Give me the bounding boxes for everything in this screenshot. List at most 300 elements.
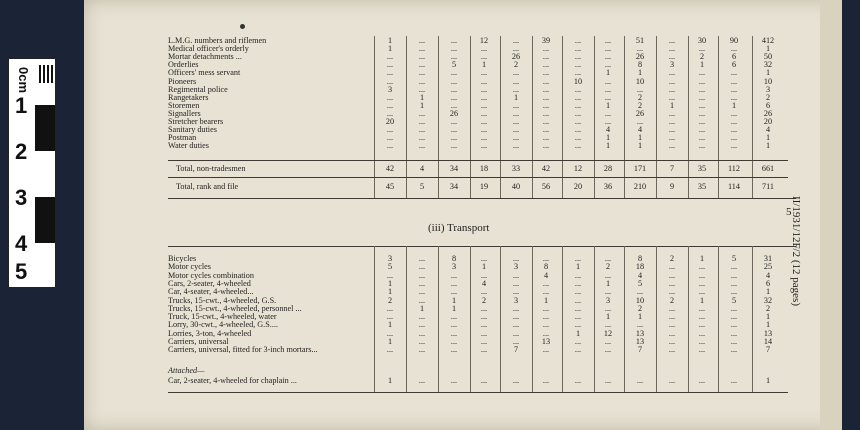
table-cell: 711 [762, 182, 774, 191]
table-cell: ... [604, 303, 612, 313]
table-cell: 1 [605, 100, 611, 110]
table-cell: 10 [763, 76, 773, 86]
table-cell: ... [480, 68, 488, 78]
table-cell: ... [542, 108, 550, 118]
table-cell: 112 [728, 164, 740, 173]
table-cell: ... [542, 92, 550, 102]
table-cell: ... [574, 60, 582, 70]
table-cell: ... [512, 108, 520, 118]
table-cell: ... [542, 254, 550, 263]
row-label: Mortar detachments ... [168, 52, 242, 62]
table-cell: 2 [481, 295, 487, 305]
table-cell: 18 [479, 164, 489, 173]
section-title: (iii) Transport [428, 222, 490, 234]
table-cell: ... [450, 345, 458, 355]
table-cell: 5 [419, 182, 425, 191]
table-cell: 1 [637, 68, 643, 78]
table-cell: ... [418, 44, 426, 54]
table-cell: ... [730, 303, 738, 313]
table-cell: ... [636, 44, 644, 54]
table-cell: 3 [669, 60, 675, 70]
table-cell: 7 [513, 345, 519, 355]
table-cell: ... [668, 52, 676, 62]
table-cell: 1 [481, 262, 487, 272]
table-cell: 1 [637, 133, 643, 143]
table-cell: 1 [387, 337, 393, 346]
table-cell: 1 [765, 312, 771, 322]
table-cell: ... [418, 262, 426, 272]
table-cell: 7 [669, 164, 675, 173]
column-rule [688, 246, 689, 392]
table-cell: 1 [387, 36, 393, 45]
row-rule [168, 392, 788, 393]
table-cell: 4 [765, 125, 771, 135]
table-cell: 1 [387, 376, 393, 385]
table-cell: ... [604, 270, 612, 280]
table-cell: ... [698, 328, 706, 338]
table-cell: ... [604, 117, 612, 126]
table-cell: ... [574, 44, 582, 54]
row-label: Car, 4-seater, 4-wheeled... [168, 287, 254, 297]
table-cell: ... [480, 303, 488, 313]
table-cell: 1 [699, 60, 705, 70]
table-cell: 1 [605, 68, 611, 78]
table-cell: ... [730, 92, 738, 102]
table-cell: 3 [605, 295, 611, 305]
table-cell: ... [574, 254, 582, 263]
table-cell: ... [574, 376, 582, 385]
column-rule [438, 246, 439, 392]
table-cell: ... [480, 328, 488, 338]
row-label: Pioneers [168, 76, 197, 86]
table-cell: ... [668, 337, 676, 346]
table-cell: 4 [481, 278, 487, 288]
table-cell: ... [480, 84, 488, 94]
table-cell: 1 [481, 60, 487, 70]
table-cell: 7 [765, 345, 771, 355]
table-cell: ... [730, 133, 738, 143]
table-cell: ... [730, 76, 738, 86]
column-rule [374, 246, 375, 392]
table-cell: ... [698, 100, 706, 110]
table-cell: 90 [729, 36, 739, 45]
scale-bar [8, 58, 56, 288]
table-cell: 1 [699, 254, 705, 263]
row-rule [168, 160, 788, 161]
column-rule [374, 36, 375, 198]
row-label: Sanitary duties [168, 125, 217, 135]
table-cell: ... [418, 84, 426, 94]
table-cell: ... [698, 108, 706, 118]
table-cell: 8 [637, 60, 643, 70]
row-label: Total, rank and file [176, 182, 239, 191]
row-label: Medical officer's orderly [168, 44, 249, 54]
table-cell: ... [480, 376, 488, 385]
table-cell: 26 [635, 108, 645, 118]
table-cell: ... [542, 84, 550, 94]
table-cell: 13 [635, 328, 645, 338]
table-cell: ... [604, 36, 612, 45]
table-cell: ... [730, 337, 738, 346]
table-cell: 5 [387, 262, 393, 272]
table-cell: ... [668, 76, 676, 86]
table-cell: ... [512, 117, 520, 126]
table-cell: 114 [728, 182, 740, 191]
table-cell: ... [386, 303, 394, 313]
table-cell: 26 [511, 52, 521, 62]
table-cell: ... [418, 312, 426, 322]
table-cell: ... [386, 312, 394, 322]
table-cell: 13 [635, 337, 645, 346]
table-cell: ... [450, 141, 458, 151]
column-rule [688, 36, 689, 198]
scale-mark: 2 [15, 139, 28, 164]
table-cell: 4 [765, 270, 771, 280]
table-cell: ... [574, 337, 582, 346]
row-label: Officers' mess servant [168, 68, 241, 78]
table-cell: ... [512, 312, 520, 322]
table-cell: ... [698, 133, 706, 143]
table-cell: ... [636, 117, 644, 126]
table-cell: 3 [513, 295, 519, 305]
column-rule [500, 36, 501, 198]
scale-mark: 3 [15, 185, 28, 210]
table-cell: ... [698, 303, 706, 313]
table-cell: ... [730, 44, 738, 54]
table-cell: 1 [605, 312, 611, 322]
table-cell: 1 [451, 295, 457, 305]
table-cell: ... [698, 141, 706, 151]
table-cell: ... [480, 270, 488, 280]
table-cell: ... [512, 125, 520, 135]
table-cell: 1 [419, 303, 425, 313]
table-cell: 12 [603, 328, 613, 338]
table-cell: 1 [419, 92, 425, 102]
table-cell: 20 [385, 117, 395, 126]
table-cell: ... [604, 345, 612, 355]
scale-mark: 4 [15, 231, 28, 256]
table-cell: ... [698, 262, 706, 272]
table-cell: ... [450, 36, 458, 45]
table-cell: ... [450, 287, 458, 297]
table-cell: ... [480, 117, 488, 126]
table-cell: 3 [387, 84, 393, 94]
table-cell: ... [386, 328, 394, 338]
table-cell: 7 [637, 345, 643, 355]
table-cell: 1 [543, 295, 549, 305]
scale-unit: 0cm [16, 67, 31, 94]
table-cell: ... [512, 287, 520, 297]
table-cell: 1 [765, 133, 771, 143]
table-cell: ... [668, 270, 676, 280]
table-cell: ... [512, 254, 520, 263]
table-cell: ... [418, 295, 426, 305]
table-cell: ... [574, 278, 582, 288]
table-cell: ... [730, 108, 738, 118]
table-cell: ... [698, 345, 706, 355]
table-cell: ... [574, 295, 582, 305]
table-cell: ... [698, 312, 706, 322]
table-cell: ... [450, 92, 458, 102]
table-cell: ... [386, 52, 394, 62]
table-cell: ... [418, 254, 426, 263]
table-cell: ... [542, 376, 550, 385]
table-cell: ... [730, 278, 738, 288]
table-cell: ... [386, 60, 394, 70]
row-label: Regimental police [168, 84, 228, 94]
table-cell: 1 [387, 287, 393, 297]
table-cell: ... [418, 52, 426, 62]
table-cell: ... [418, 141, 426, 151]
table-cell: 2 [637, 100, 643, 110]
table-cell: ... [730, 328, 738, 338]
table-cell: ... [668, 345, 676, 355]
table-cell: 1 [637, 312, 643, 322]
row-label: Truck, 15-cwt., 4-wheeled, water [168, 312, 277, 322]
margin-reference: II/1931/12F/2 (12 pages) [790, 196, 802, 306]
table-cell: ... [542, 141, 550, 151]
table-cell: 42 [541, 164, 551, 173]
table-cell: ... [668, 117, 676, 126]
table-cell: ... [698, 278, 706, 288]
table-cell: 20 [763, 117, 773, 126]
table-cell: ... [636, 84, 644, 94]
table-cell: 2 [669, 295, 675, 305]
row-rule [168, 246, 796, 247]
table-cell: ... [480, 141, 488, 151]
column-rule [406, 36, 407, 198]
table-cell: ... [574, 92, 582, 102]
table-cell: ... [574, 68, 582, 78]
table-cell: 4 [543, 270, 549, 280]
table-cell: ... [480, 108, 488, 118]
table-cell: ... [668, 84, 676, 94]
table-cell: ... [512, 76, 520, 86]
table-cell: ... [418, 270, 426, 280]
table-cell: ... [450, 44, 458, 54]
table-cell: ... [574, 125, 582, 135]
table-cell: 10 [635, 295, 645, 305]
table-cell: 56 [541, 182, 551, 191]
scale-mark: 1 [15, 93, 28, 118]
table-cell: ... [698, 84, 706, 94]
table-cell: ... [418, 133, 426, 143]
table-cell: 42 [385, 164, 395, 173]
table-cell: ... [480, 320, 488, 330]
table-cell: 171 [633, 164, 647, 173]
table-cell: ... [450, 270, 458, 280]
table-cell: 4 [605, 125, 611, 135]
table-cell: ... [604, 320, 612, 330]
table-cell: ... [698, 376, 706, 385]
table-cell: ... [450, 76, 458, 86]
table-cell: ... [574, 133, 582, 143]
table-cell: ... [604, 84, 612, 94]
table-cell: 33 [511, 164, 521, 173]
table-cell: ... [698, 320, 706, 330]
table-cell: ... [574, 108, 582, 118]
row-label: Stretcher bearers [168, 117, 224, 126]
table-cell: ... [636, 376, 644, 385]
table-cell: 1 [605, 133, 611, 143]
table-cell: ... [480, 254, 488, 263]
table-cell: 1 [387, 278, 393, 288]
table-cell: 2 [637, 92, 643, 102]
table-cell: ... [542, 52, 550, 62]
column-rule [562, 36, 563, 198]
table-cell: ... [698, 68, 706, 78]
row-label: Motor cycles combination [168, 270, 254, 280]
table-cell: ... [668, 328, 676, 338]
row-label: Storemen [168, 100, 200, 110]
table-cell: 35 [697, 182, 707, 191]
table-cell: ... [480, 76, 488, 86]
table-cell: ... [512, 320, 520, 330]
table-cell: 12 [479, 36, 489, 45]
scale-segment [35, 105, 55, 151]
table-cell: ... [418, 345, 426, 355]
table-cell: ... [604, 76, 612, 86]
table-cell: 1 [605, 278, 611, 288]
table-cell: ... [574, 345, 582, 355]
table-cell: ... [418, 328, 426, 338]
table-cell: ... [418, 36, 426, 45]
table-cell: 34 [449, 164, 459, 173]
scale-mark: 5 [15, 259, 28, 284]
table-cell: 5 [451, 60, 457, 70]
table-cell: ... [480, 337, 488, 346]
table-cell: ... [512, 44, 520, 54]
row-label: Cars, 2-seater, 4-wheeled [168, 278, 251, 288]
table-cell: ... [542, 278, 550, 288]
table-cell: ... [480, 312, 488, 322]
table-cell: ... [698, 117, 706, 126]
column-rule [624, 246, 625, 392]
table-cell: ... [574, 84, 582, 94]
table-cell: ... [542, 117, 550, 126]
table-cell: ... [480, 92, 488, 102]
table-cell: 1 [699, 295, 705, 305]
table-cell: 1 [605, 141, 611, 151]
table-cell: ... [542, 320, 550, 330]
table-cell: 1 [575, 262, 581, 272]
table-cell: ... [512, 141, 520, 151]
table-cell: 1 [765, 44, 771, 54]
table-cell: ... [450, 84, 458, 94]
column-rule [752, 246, 753, 392]
table-cell: ... [418, 376, 426, 385]
row-label: Trucks, 15-cwt., 4-wheeled, personnel ... [168, 303, 302, 313]
row-label: Postman [168, 133, 197, 143]
table-cell: 1 [575, 328, 581, 338]
table-cell: ... [574, 52, 582, 62]
row-rule [168, 177, 788, 178]
column-rule [718, 36, 719, 198]
table-cell: ... [668, 133, 676, 143]
table-cell: 35 [697, 164, 707, 173]
table-cell: 1 [765, 68, 771, 78]
table-cell: ... [386, 76, 394, 86]
table-cell: ... [450, 68, 458, 78]
row-label: Car, 2-seater, 4-wheeled for chaplain ... [168, 376, 297, 385]
table-cell: ... [512, 36, 520, 45]
table-cell: 4 [419, 164, 425, 173]
row-label: Lorries, 3-ton, 4-wheeled [168, 328, 252, 338]
table-cell: ... [418, 117, 426, 126]
row-label: Carriers, universal [168, 337, 229, 346]
table-cell: ... [730, 117, 738, 126]
table-cell: ... [450, 52, 458, 62]
table-cell: ... [480, 125, 488, 135]
table-cell: 1 [419, 100, 425, 110]
table-cell: ... [542, 100, 550, 110]
row-label: Total, non-tradesmen [176, 164, 246, 173]
column-rule [470, 246, 471, 392]
table-cell: ... [386, 125, 394, 135]
table-cell: ... [668, 141, 676, 151]
transport-table [168, 254, 788, 394]
table-cell: ... [604, 287, 612, 297]
table-cell: 32 [763, 295, 773, 305]
table-cell: ... [418, 68, 426, 78]
column-rule [470, 36, 471, 198]
table-cell: ... [542, 133, 550, 143]
table-cell: ... [418, 320, 426, 330]
table-cell: ... [730, 125, 738, 135]
attached-label: Attached— [168, 366, 205, 375]
table-cell: 1 [765, 141, 771, 151]
table-cell: ... [450, 328, 458, 338]
table-cell: ... [574, 320, 582, 330]
table-cell: 4 [637, 125, 643, 135]
table-cell: 2 [669, 254, 675, 263]
table-cell: ... [418, 337, 426, 346]
table-cell: 1 [451, 303, 457, 313]
table-cell: ... [574, 270, 582, 280]
table-cell: 39 [541, 36, 551, 45]
table-cell: ... [574, 287, 582, 297]
table-cell: 2 [513, 60, 519, 70]
table-cell: ... [450, 125, 458, 135]
table-cell: 19 [479, 182, 489, 191]
table-cell: ... [512, 270, 520, 280]
table-cell: 2 [699, 52, 705, 62]
table-cell: ... [450, 337, 458, 346]
table-cell: ... [604, 337, 612, 346]
table-cell: ... [542, 60, 550, 70]
row-rule [168, 198, 796, 199]
table-cell: 3 [765, 84, 771, 94]
table-cell: 8 [451, 254, 457, 263]
table-cell: ... [386, 108, 394, 118]
table-cell: 26 [635, 52, 645, 62]
table-cell: ... [730, 376, 738, 385]
table-cell: ... [698, 287, 706, 297]
table-cell: 28 [603, 164, 613, 173]
table-cell: ... [450, 117, 458, 126]
table-cell: ... [542, 312, 550, 322]
table-cell: ... [730, 345, 738, 355]
column-rule [656, 246, 657, 392]
table-cell: ... [668, 303, 676, 313]
table-cell: ... [730, 287, 738, 297]
table-cell: ... [512, 303, 520, 313]
table-cell: ... [636, 320, 644, 330]
row-label: Rangetakers [168, 92, 209, 102]
table-cell: ... [604, 52, 612, 62]
table-cell: ... [604, 92, 612, 102]
table-cell: ... [542, 328, 550, 338]
